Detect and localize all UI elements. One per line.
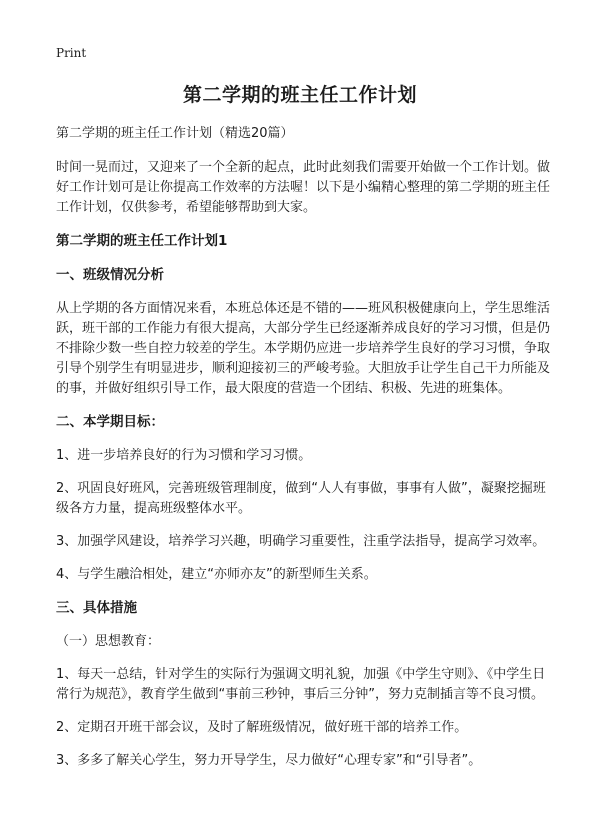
goal-item: 3、加强学风建设，培养学习兴趣，明确学习重要性，注重学法指导，提高学习效率。 xyxy=(56,534,546,549)
document-subtitle: 第二学期的班主任工作计划（精选20篇） xyxy=(56,126,294,141)
measures-heading: 三、具体措施 xyxy=(56,600,137,616)
goal-item: 2、巩固良好班风，完善班级管理制度，做到“人人有事做，事事有人做”，凝聚挖掘班级各方力量，提高班级整体水平。 xyxy=(56,481,546,516)
goals-heading: 二、本学期目标： xyxy=(56,414,164,430)
goal-item: 4、与学生融洽相处，建立“亦师亦友”的新型师生关系。 xyxy=(56,567,377,582)
measures-subheading: （一）思想教育： xyxy=(56,634,161,649)
page-title: 第二学期的班主任工作计划 xyxy=(182,84,417,106)
measure-item: 2、定期召开班干部会议，及时了解班级情况，做好班干部的培养工作。 xyxy=(56,720,468,735)
measure-item: 3、多多了解关心学生，努力开导学生，尽力做好“心理专家”和“引导者”。 xyxy=(56,753,482,768)
measure-item: 1、每天一总结，针对学生的实际行为强调文明礼貌，加强《中学生守则》、《中学生日常行为规范》，教育学生做到“事前三秒钟，事后三分钟”，努力克制插言等不良习惯。 xyxy=(56,667,546,702)
print-label: Print xyxy=(56,46,87,60)
class-analysis-paragraph: 从上学期的各方面情况来看，本班总体还是不错的——班风积极健康向上，学生思维活跃，班干部的工作能力有很大提高，大部分学生已经逐渐养成良好的学习习惯，但是仍不排除少数一些自控力较差的学生。本学期仍应进一步培养学生良好的学习习惯，争取引导个别学生有明显进步，顺利迎接初三的严峻考验。大胆放手让学生自己干力所能及的事，并做好组织引导工作，最大限度的营造一个团结、积极、先进的班集体。 xyxy=(56,301,551,396)
intro-paragraph: 时间一晃而过，又迎来了一个全新的起点，此时此刻我们需要开始做一个工作计划。做好工作计划可是让你提高工作效率的方法喔！以下是小编精心整理的第二学期的班主任工作计划，仅供参考，希望能够帮助到大家。 xyxy=(56,160,551,215)
class-analysis-heading: 一、班级情况分析 xyxy=(56,267,164,283)
document-body xyxy=(56,124,552,784)
goal-item: 1、进一步培养良好的行为习惯和学习习惯。 xyxy=(56,448,312,463)
section-heading: 第二学期的班主任工作计划1 xyxy=(56,233,228,249)
